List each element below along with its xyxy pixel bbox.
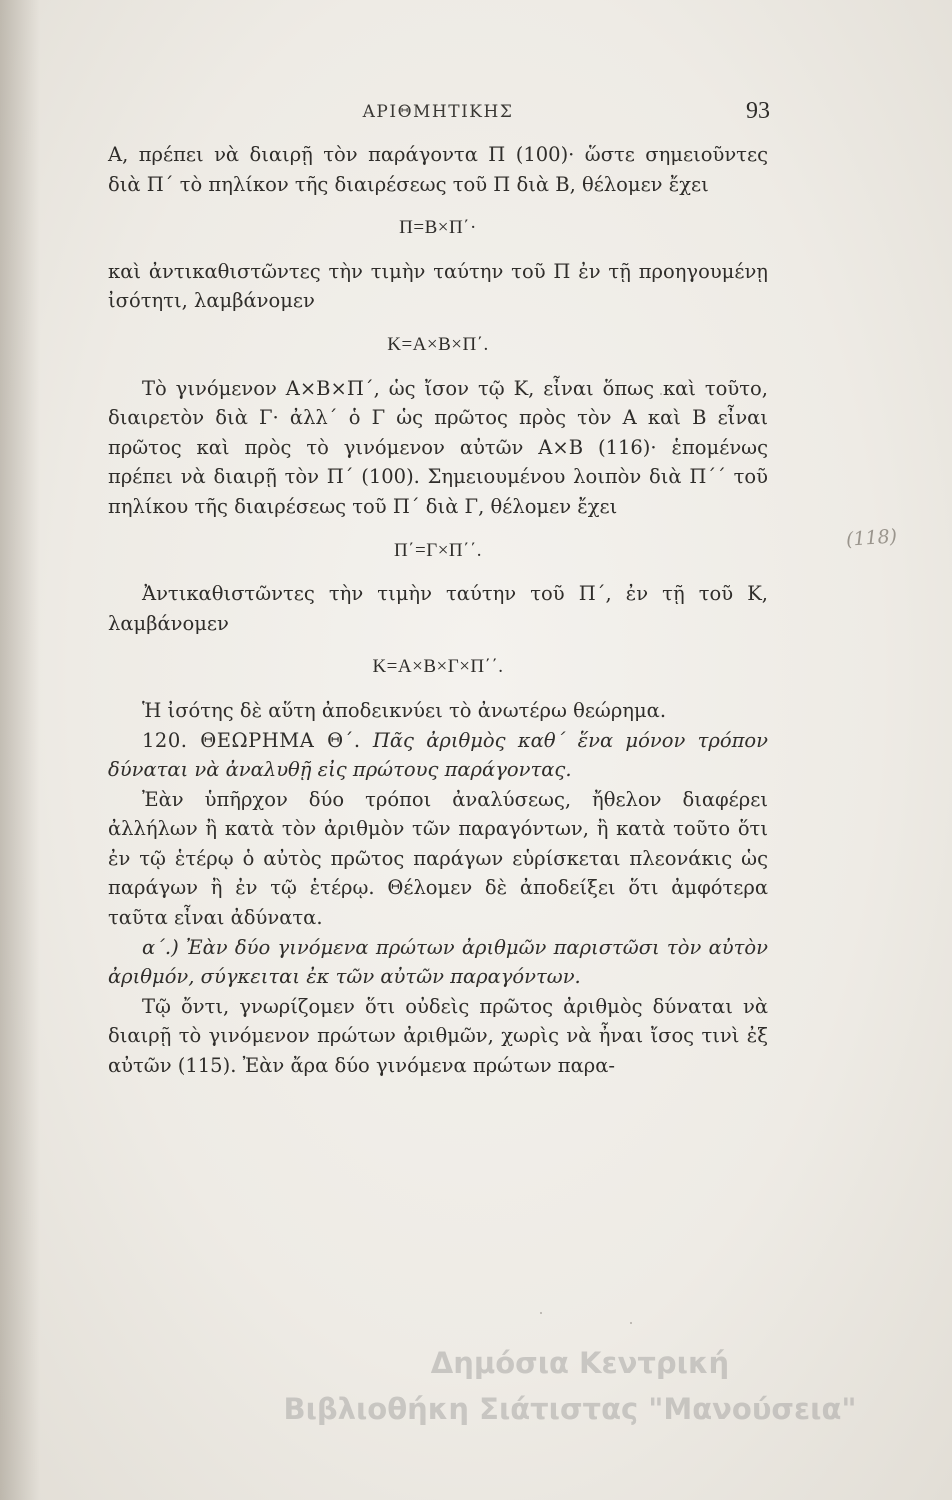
theorem-label: 120. ΘΕΩΡΗΜΑ Θ΄. — [142, 728, 361, 752]
paper-speck — [630, 1322, 632, 1324]
case-a-statement: α΄.) Ἐὰν δύο γινόμενα πρώτων ἀριθμῶν παριστῶσι τὸν αὐτὸν ἀριθμόν, σύγκειται ἐκ τῶν αὐτῶν παραγόντων. — [108, 935, 768, 989]
spine-shadow — [0, 0, 40, 1500]
paragraph-6: Ἐὰν ὑπῆρχον δύο τρόποι ἀναλύσεως, ἤθελον διαφέρει ἀλλήλων ἢ κατὰ τὸν ἀριθμὸν τῶν παραγόντων, ἢ κατὰ τοῦτο ὅτι ἐν τῷ ἑτέρῳ ὁ αὐτὸς πρῶτος παράγων εὑρίσκεται πλεονάκις ὡς παράγων ἢ ἐν τῷ ἑτέρῳ. Θέλομεν δὲ ἀποδείξει ὅτι ἀμφότερα ταῦτα εἶναι ἀδύνατα. — [108, 787, 768, 930]
handwritten-margin-note: (118) — [845, 525, 898, 551]
paragraph-4: Ἀντικαθιστῶντες τὴν τιμὴν ταύτην τοῦ Π΄, ἐν τῇ τοῦ Κ, λαμβάνομεν — [108, 582, 768, 635]
paragraph-5: Ἡ ἰσότης δὲ αὕτη ἀποδεικνύει τὸ ἀνωτέρω θεώρημα. — [142, 698, 667, 722]
library-watermark-line-1: Δημόσια Κεντρική — [430, 1346, 730, 1380]
theorem-statement: Πᾶς ἀριθμὸς καθ΄ ἕνα μόνον τρόπον δύναται νὰ ἀναλυθῇ εἰς πρώτους παράγοντας. — [108, 728, 768, 782]
running-head: ΑΡΙΘΜΗΤΙΚΗΣ — [362, 102, 514, 122]
formula-2: Κ=Α×Β×Π΄. — [387, 333, 489, 355]
paper-speck — [540, 1312, 542, 1314]
paper-speck — [660, 393, 662, 395]
page-header — [108, 98, 768, 128]
formula-1: Π=Β×Π΄· — [399, 217, 477, 239]
page-body — [108, 140, 768, 1081]
paragraph-2: καὶ ἀντικαθιστῶντες τὴν τιμὴν ταύτην τοῦ Π ἐν τῇ προηγουμένῃ ἰσότητι, λαμβάνομεν — [108, 259, 768, 313]
theorem — [108, 726, 768, 785]
library-watermark-line-2: Βιβλιοθήκη Σιάτιστας "Μανούσεια" — [283, 1392, 857, 1426]
formula-4: Κ=Α×Β×Γ×Π΄΄. — [372, 656, 504, 678]
formula-3: Π΄=Γ×Π΄΄. — [393, 539, 483, 561]
page-number: 93 — [746, 98, 770, 124]
paragraph-1: Α, πρέπει νὰ διαιρῇ τὸν παράγοντα Π (100)· ὥστε σημειοῦντες διὰ Π΄ τὸ πηλίκον τῆς διαιρέσεως τοῦ Π διὰ Β, θέλομεν ἔχει — [108, 143, 768, 196]
paragraph-7: Τῷ ὄντι, γνωρίζομεν ὅτι οὐδεὶς πρῶτος ἀριθμὸς δύναται νὰ διαιρῇ τὸ γινόμενον πρώτων ἀριθμῶν, χωρὶς νὰ ἦναι ἴσος τινὶ ἐξ αὐτῶν (115). Ἐὰν ἄρα δύο γινόμενα πρώτων παρα- — [108, 994, 768, 1078]
paragraph-3: Τὸ γινόμενον Α×Β×Π΄, ὡς ἴσον τῷ Κ, εἶναι ὅπως καὶ τοῦτο, διαιρετὸν διὰ Γ· ἀλλ΄ ὁ Γ ὡς πρῶτος πρὸς τὸν Α καὶ Β εἶναι πρῶτος καὶ πρὸς τὸ γινόμενον αὐτῶν Α×Β (116)· ἑπομένως πρέπει νὰ διαιρῇ τὸν Π΄ (100). Σημειουμένου λοιπὸν διὰ Π΄΄ τοῦ πηλίκου τῆς διαιρέσεως τοῦ Π΄ διὰ Γ, θέλομεν ἔχει — [108, 376, 768, 518]
paper-speck — [428, 1040, 430, 1042]
